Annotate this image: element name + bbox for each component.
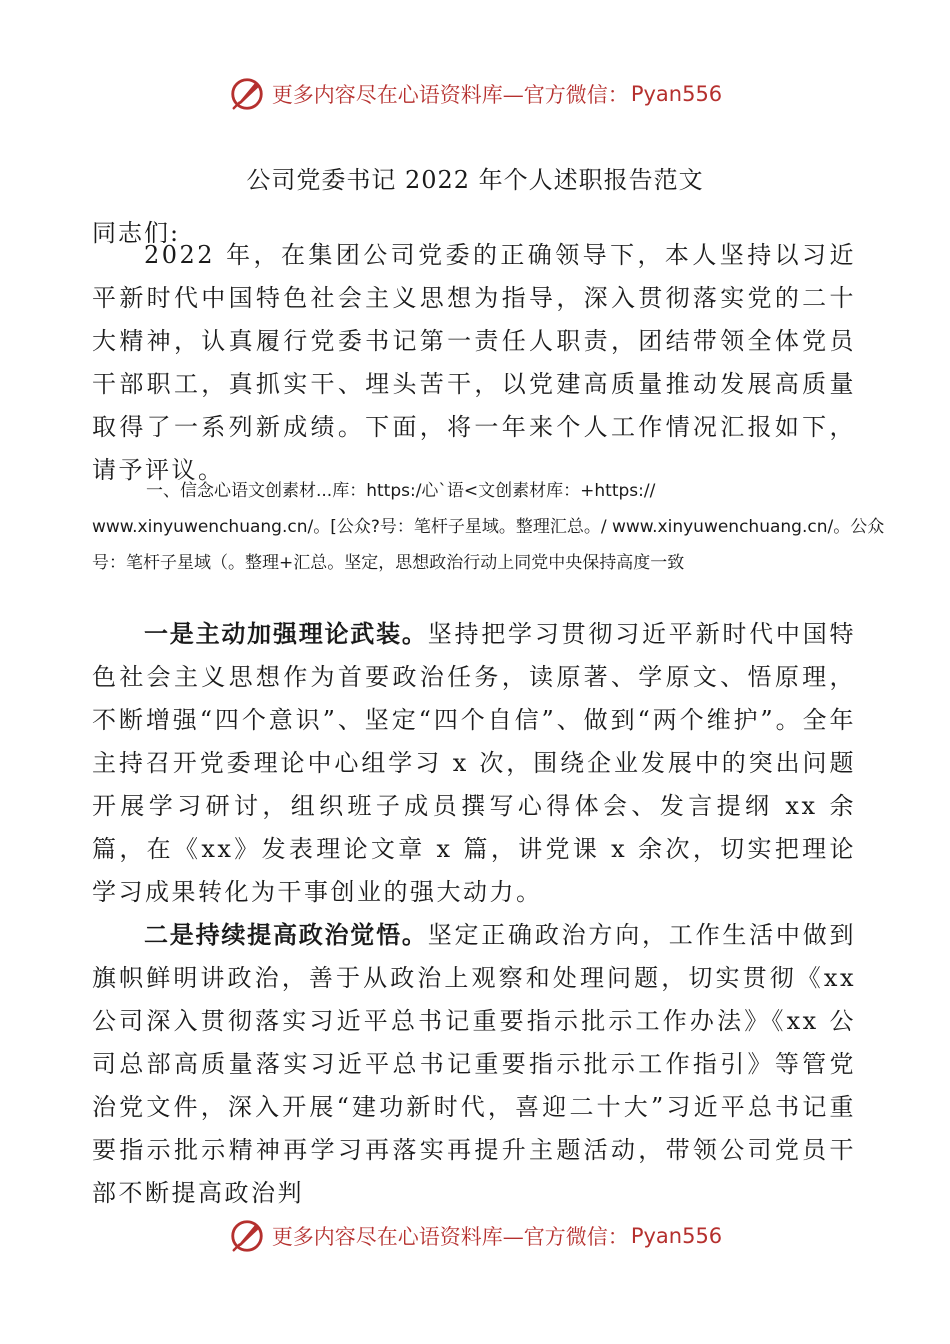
item-2-body: 坚定正确政治方向，工作生活中做到旗帜鲜明讲政治，善于从政治上观察和处理问题，切实贯彻《xx 公司深入贯彻落实习近平总书记重要指示批示工作办法》《xx 公司总部高质量落实习近平总书记重要指示批示工作指引》等管党治党文件，深入开展“建功新时代，喜迎二十大”习近平总书记重要指示批示精神再学习再落实再提升主题活动，带领公司党员干部不断提高政治判 bbox=[92, 921, 857, 1207]
greeting: 同志们: bbox=[92, 219, 181, 247]
banner-text: 更多内容尽在心语资料库—官方微信： bbox=[271, 1225, 629, 1249]
item-1-lead: 一是主动加强理论武装。 bbox=[144, 620, 428, 648]
item-2-paragraph bbox=[92, 914, 856, 1215]
document-title: 公司党委书记 2022 年个人述职报告范文 bbox=[246, 166, 704, 194]
banner-text: 更多内容尽在心语资料库—官方微信： bbox=[271, 83, 629, 107]
feather-pen-logo-icon bbox=[228, 75, 266, 113]
footer-watermark-banner bbox=[0, 1214, 950, 1258]
section-1-heading: 一、信念心语文创素材...库：https:/心`语<文创素材库：+https:// www.xinyuwenchuang.cn/。[公众?号：笔杆子星域。整理汇总。/ www.xinyuwenchuang.cn/。公众号：笔杆子星域（。整理+汇总。坚定，思想政治行动上同党中央保持高度一致 bbox=[92, 481, 885, 573]
feather-pen-logo-icon bbox=[228, 1217, 266, 1255]
item-2-lead: 二是持续提高政治觉悟。 bbox=[144, 921, 428, 949]
intro-paragraph: 2022 年，在集团公司党委的正确领导下，本人坚持以习近平新时代中国特色社会主义思想为指导，深入贯彻落实党的二十大精神，认真履行党委书记第一责任人职责，团结带领全体党员干部职工，真抓实干、埋头苦干，以党建高质量推动发展高质量取得了一系列新成绩。下面，将一年来个人工作情况汇报如下，请予评议。 bbox=[92, 241, 856, 484]
banner-wechat-id: Pyan556 bbox=[630, 82, 723, 106]
item-1-paragraph bbox=[92, 613, 856, 914]
item-1-body: 坚持把学习贯彻习近平新时代中国特色社会主义思想作为首要政治任务，读原著、学原文、悟原理，不断增强“四个意识”、坚定“四个自信”、做到“两个维护”。全年主持召开党委理论中心组学习 x 次，围绕企业发展中的突出问题开展学习研讨，组织班子成员撰写心得体会、发言提纲 xx 余篇，在《xx》发表理论文章 x 篇，讲党课 x 余次，切实把理论学习成果转化为干事创业的强大动力。 bbox=[92, 620, 857, 906]
header-watermark-banner bbox=[0, 72, 950, 116]
banner-wechat-id: Pyan556 bbox=[630, 1224, 723, 1248]
